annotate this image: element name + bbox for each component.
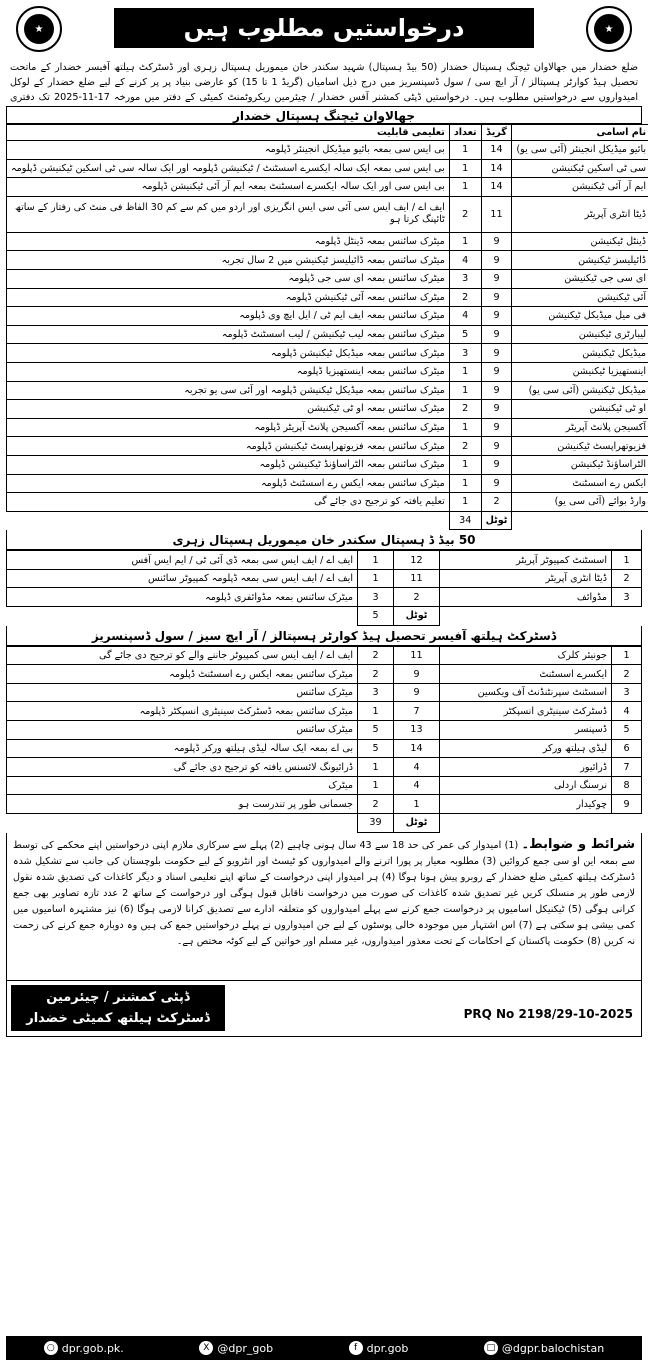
table-zehri-hospital [6, 550, 642, 625]
cell-no: 5 [612, 721, 642, 740]
cell-count: 1 [449, 362, 481, 381]
cell-no: 6 [612, 739, 642, 758]
cell-qualification: میٹرک سائنس بمعہ ای سی جی ڈپلومہ [7, 269, 450, 288]
cell-qualification: میٹرک سائنس بمعہ ایکس رے اسسٹنٹ ڈپلومہ [7, 665, 358, 684]
cell-grade: 14 [481, 141, 512, 160]
prq-number: PRQ No 2198/29-10-2025 [463, 1006, 633, 1021]
cell-post-name: نرسنگ اردلی [440, 776, 612, 795]
cell-count: 5 [449, 325, 481, 344]
cell-post-name: اسسٹنٹ کمپیوٹر آپریٹر [440, 551, 612, 570]
cell-qualification: میٹرک سائنس بمعہ ایف ایم ٹی / ایل ایچ وی ڈپلومہ [7, 307, 450, 326]
globe-icon: ○ [44, 1341, 58, 1355]
cell-qualification: بی اے بمعہ ایک سالہ لیڈی ہیلتھ ورکر ڈپلومہ [7, 739, 358, 758]
cell-qualification: تعلیم یافتہ کو ترجیح دی جائے گی [7, 493, 450, 512]
cell-grade: 11 [481, 196, 512, 232]
cell-post-name: وارڈ بوائے (آئی سی یو) [512, 493, 648, 512]
table-row [7, 159, 648, 178]
cell-grade: 9 [481, 288, 512, 307]
table-row [7, 400, 648, 419]
conditions-text: (1) امیدوار کی عمر کی حد 18 سے 43 سال ہونی چاہیے (2) پہلے سے سرکاری ملازم اپنی درخواستیں اپنے محکمے کی توسط سے بمعہ این او سی جمع کروائیں (3) مطلوبہ معیار پر پورا اترنے والے امیدواروں کو ٹیسٹ اور انٹرویو کے لیے حکومت بلوچستان کی جانب سے تشکیل شدہ ڈسٹرکٹ ہیلتھ کمیٹی ضلع خضدار کے روبرو پیش ہونا ہوگا (4) ہر امیدوار اپنی درخواست کے ساتھ اپنے تعلیمی اسناد و دیگر کاغذات کی تصدیق شدہ نقول لازمی طور پر منسلک کریں غیر تصدیق شدہ کاغذات کی صورت میں درخواست ناقابل قبول ہوگی اور درخواست کے ساتھ 2 عدد تازہ تصاویر بھی جمع کرانی ہوگی (5) ٹیکنیکل اسامیوں پر درخواست جمع کرنے سے پہلے امیدواروں کو متعلقہ ادارے سے تصدیق کرانا لازمی ہوگا (6) نیز مشتہرہ اسامیوں میں کمی بیشی ہو سکتی ہے (7) اس اشتہار میں موجودہ خالی پوسٹوں کے لیے جن امیدواروں نے پہلے درخواستیں جمع کی ہیں وہ دوبارہ جمع کرنے کی زحمت نہ کریں (8) حکومت پاکستان کے احکامات کے تحت معذور امیدواروں، غیر مسلم اور خواتین کے لیے کوٹہ مختص ہے۔ [13, 839, 635, 947]
total-value: 39 [358, 814, 394, 833]
footer-facebook[interactable] [349, 1341, 409, 1355]
table-row [7, 702, 642, 721]
cell-qualification: ایف اے / ایف ایس سی آئی سی ایس انگریزی اور اردو میں کم سے کم 30 الفاظ فی منٹ کی رفتار کے ساتھ ٹائپنگ کرتا ہو [7, 196, 450, 232]
table-row [7, 381, 648, 400]
cell-post-name: آئی ٹیکنیشن [512, 288, 648, 307]
cell-grade: 9 [481, 455, 512, 474]
cell-grade: 7 [394, 702, 440, 721]
total-row [7, 607, 642, 626]
table-row [7, 418, 648, 437]
cell-post-name: میڈیکل ٹیکنیشن (آئی سی یو) [512, 381, 648, 400]
table-row [7, 178, 648, 197]
cell-count: 3 [449, 344, 481, 363]
cell-qualification: میٹرک [7, 776, 358, 795]
section-title-district-health: ڈسٹرکٹ ہیلتھ آفیسر تحصیل ہیڈ کوارٹر ہسپتالز / آر ایچ سیز / سول ڈسپنسریز [6, 626, 642, 646]
cell-post-name: آکسیجن پلانٹ آپریٹر [512, 418, 648, 437]
total-spacer [7, 814, 358, 833]
cell-post-name: ایکسرے اسسٹنٹ [440, 665, 612, 684]
cell-post-name: مڈوائف [440, 588, 612, 607]
table-row [7, 646, 642, 665]
table-district-health [6, 646, 642, 833]
cell-count: 1 [449, 381, 481, 400]
cell-qualification: جسمانی طور پر تندرست ہو [7, 795, 358, 814]
table-row [7, 196, 648, 232]
header-count: تعداد [449, 125, 481, 141]
cell-count: 1 [449, 418, 481, 437]
cell-count: 3 [358, 588, 394, 607]
cell-post-name: چوکیدار [440, 795, 612, 814]
cell-grade: 4 [394, 776, 440, 795]
cell-post-name: ڈرائیور [440, 758, 612, 777]
cell-grade: 9 [481, 400, 512, 419]
total-label: ٹوٹل [394, 607, 440, 626]
cell-count: 1 [449, 232, 481, 251]
cell-grade: 9 [481, 474, 512, 493]
cell-count: 2 [358, 646, 394, 665]
cell-post-name: ڈسپنسر [440, 721, 612, 740]
facebook-icon: f [349, 1341, 363, 1355]
cell-qualification: میٹرک سائنس بمعہ ڈائیلیسز ٹیکنیشن میں 2 سال تجربہ [7, 251, 450, 270]
cell-count: 1 [449, 141, 481, 160]
cell-post-name: اسسٹنٹ سپرنٹنڈنٹ آف ویکسین [440, 683, 612, 702]
cell-grade: 9 [394, 665, 440, 684]
cell-grade: 11 [394, 569, 440, 588]
signature-line-2: ڈسٹرکٹ ہیلتھ کمیٹی خضدار [26, 1010, 210, 1026]
cell-no: 7 [612, 758, 642, 777]
cell-no: 3 [612, 588, 642, 607]
signature-area [6, 981, 642, 1037]
cell-count: 1 [449, 455, 481, 474]
total-value: 5 [358, 607, 394, 626]
table-row [7, 795, 642, 814]
cell-grade: 11 [394, 646, 440, 665]
cell-qualification: بی ایس سی بمعہ بائیو میڈیکل انجینئر ڈپلومہ [7, 141, 450, 160]
table-row [7, 665, 642, 684]
cell-count: 4 [449, 251, 481, 270]
table-row [7, 776, 642, 795]
cell-count: 1 [358, 551, 394, 570]
total-spacer [440, 607, 612, 626]
terms-and-conditions [6, 833, 642, 981]
cell-grade: 2 [394, 588, 440, 607]
cell-grade: 4 [394, 758, 440, 777]
total-value: 34 [449, 511, 481, 530]
total-row [7, 511, 648, 530]
cell-post-name: لیبارٹری ٹیکنیشن [512, 325, 648, 344]
conditions-heading: شرائط و ضوابط۔ [521, 836, 635, 852]
cell-count: 1 [358, 776, 394, 795]
cell-post-name: سی ٹی اسکین ٹیکنیشن [512, 159, 648, 178]
table-row [7, 758, 642, 777]
cell-qualification: میٹرک سائنس بمعہ ایکس رے اسسٹنٹ ڈپلومہ [7, 474, 450, 493]
table-row [7, 325, 648, 344]
cell-grade: 1 [394, 795, 440, 814]
cell-qualification: ڈرائیونگ لائسنس یافتہ کو ترجیح دی جائے گی [7, 758, 358, 777]
cell-post-name: اینستھیزیا ٹیکنیشن [512, 362, 648, 381]
signature-line-1: ڈپٹی کمشنر / چیئرمین [46, 989, 190, 1005]
cell-qualification: میٹرک سائنس بمعہ آئی ٹیکنیشن ڈپلومہ [7, 288, 450, 307]
total-spacer [440, 814, 612, 833]
table-row [7, 362, 648, 381]
cell-grade: 9 [481, 437, 512, 456]
table-row [7, 721, 642, 740]
table-row [7, 232, 648, 251]
website-text: dpr.gob.pk. [61, 1341, 124, 1355]
cell-post-name: ڈیٹا انٹری آپریٹر [440, 569, 612, 588]
total-label: ٹوٹل [394, 814, 440, 833]
table-row [7, 141, 648, 160]
cell-post-name: بائیو میڈیکل انجینئر (آئی سی یو) [512, 141, 648, 160]
cell-no: 2 [612, 569, 642, 588]
footer-bar [6, 1336, 642, 1360]
cell-grade: 9 [481, 418, 512, 437]
cell-grade: 9 [481, 381, 512, 400]
cell-post-name: ای سی جی ٹیکنیشن [512, 269, 648, 288]
table-row [7, 569, 642, 588]
cell-count: 1 [449, 474, 481, 493]
footer-website[interactable] [44, 1341, 124, 1355]
cell-post-name: میڈیکل ٹیکنیشن [512, 344, 648, 363]
cell-count: 3 [358, 683, 394, 702]
page-title: درخواستیں مطلوب ہیں [114, 8, 534, 48]
cell-qualification: میٹرک سائنس بمعہ ڈسٹرکٹ سینیٹری انسپکٹر ڈپلومہ [7, 702, 358, 721]
header-qualification: تعلیمی قابلیت [7, 125, 450, 141]
cell-post-name: لیڈی ہیلتھ ورکر [440, 739, 612, 758]
table-row [7, 437, 648, 456]
cell-qualification: ایف اے / ایف ایس سی بمعہ ڈی آئی ٹی / ایم ایس آفس [7, 551, 358, 570]
cell-qualification: میٹرک سائنس بمعہ لیب ٹیکنیشن / لیب اسسٹنٹ ڈپلومہ [7, 325, 450, 344]
cell-post-name: فزیوتھراپسٹ ٹیکنیشن [512, 437, 648, 456]
cell-grade: 9 [481, 251, 512, 270]
cell-qualification: میٹرک سائنس بمعہ میڈیکل ٹیکنیشن ڈپلومہ اور آئی سی یو تجربہ [7, 381, 450, 400]
cell-count: 2 [449, 288, 481, 307]
table-row [7, 739, 642, 758]
section-title-zehri-hospital: 50 بیڈ ڈ ہسپتال سکندر خان میموریل ہسپتال زہری [6, 530, 642, 550]
cell-count: 1 [358, 569, 394, 588]
total-row [7, 814, 642, 833]
cell-qualification: میٹرک سائنس بمعہ ڈینٹل ڈپلومہ [7, 232, 450, 251]
table-row [7, 307, 648, 326]
cell-post-name: ڈیٹا انٹری آپریٹر [512, 196, 648, 232]
signature-box [11, 985, 225, 1031]
total-label: ٹوٹل [481, 511, 512, 530]
cell-post-name: فی میل میڈیکل ٹیکنیشن [512, 307, 648, 326]
intro-paragraph: ضلع خضدار میں جھالاوان ٹیچنگ ہسپتال خضدار (50 بیڈ ہسپتال) شہید سکندر خان میموریل ہسپتال زہری اور ڈسٹرکٹ ہیلتھ آفیسر خضدار کے ماتحت تحصیل ہیڈ کوارٹر ہسپتالز / آر ایچ سی / سول ڈسپنسریز میں درج ذیل اسامیاں (گریڈ 1 تا 15) کو عارضی بنیاد پر پر کرنے کے لیے ضلع خضدار کے لوکل امیدواروں سے درخواستیں مطلوب ہیں۔ درخواستیں ڈپٹی کمشنر آفس خضدار / چیئرمین ریکروٹمنٹ کمیٹی کے دفتر میں مورخہ 17-11-2025 تک دفتری [10, 62, 638, 103]
total-spacer [612, 814, 642, 833]
cell-no: 9 [612, 795, 642, 814]
cell-no: 1 [612, 646, 642, 665]
total-spacer [512, 511, 648, 530]
cell-count: 1 [449, 493, 481, 512]
cell-grade: 12 [394, 551, 440, 570]
cell-grade: 9 [481, 325, 512, 344]
cell-qualification: ایف اے / ایف ایس سی کمپیوٹر جاننے والے کو ترجیح دی جائے گی [7, 646, 358, 665]
header-name: نام اسامی [512, 125, 648, 141]
cell-count: 2 [449, 196, 481, 232]
cell-post-name: الٹراساؤنڈ ٹیکنیشن [512, 455, 648, 474]
table-row [7, 474, 648, 493]
cell-grade: 14 [481, 178, 512, 197]
cell-count: 1 [449, 178, 481, 197]
cell-post-name: ڈینٹل ٹیکنیشن [512, 232, 648, 251]
table-row [7, 588, 642, 607]
cell-no: 1 [612, 551, 642, 570]
twitter-text: @dpr_gob [217, 1341, 274, 1355]
cell-count: 1 [358, 702, 394, 721]
instagram-text: @dgpr.balochistan [501, 1341, 605, 1355]
table-row [7, 493, 648, 512]
cell-qualification: میٹرک سائنس بمعہ فزیوتھراپسٹ ٹیکنیشن ڈپلومہ [7, 437, 450, 456]
header [6, 4, 642, 54]
government-logo-left [16, 6, 62, 52]
cell-count: 3 [449, 269, 481, 288]
table-teaching-hospital [6, 124, 648, 530]
cell-count: 1 [358, 758, 394, 777]
emblem-icon: ★ [594, 14, 624, 44]
table-header-row [7, 125, 648, 141]
cell-grade: 9 [481, 362, 512, 381]
cell-no: 2 [612, 665, 642, 684]
table-row [7, 683, 642, 702]
table-row [7, 251, 648, 270]
cell-grade: 9 [481, 269, 512, 288]
cell-qualification: میٹرک سائنس بمعہ الٹراساؤنڈ ٹیکنیشن ڈپلومہ [7, 455, 450, 474]
cell-qualification: بی ایس سی بمعہ ایک سالہ ایکسرے اسسٹنٹ / ٹیکنیشن ڈپلومہ اور ایک سالہ سی ٹی اسکین ٹیکنیشن ڈپلومہ [7, 159, 450, 178]
footer-twitter[interactable] [199, 1341, 273, 1355]
emblem-icon: ★ [24, 14, 54, 44]
cell-post-name: ڈسٹرکٹ سینیٹری انسپکٹر [440, 702, 612, 721]
cell-grade: 9 [481, 307, 512, 326]
cell-qualification: میٹرک سائنس بمعہ آکسیجن پلانٹ آپریٹر ڈپلومہ [7, 418, 450, 437]
table-row [7, 344, 648, 363]
instagram-icon: □ [484, 1341, 498, 1355]
cell-post-name: ڈائیلیسز ٹیکنیشن [512, 251, 648, 270]
cell-count: 5 [358, 739, 394, 758]
cell-no: 8 [612, 776, 642, 795]
cell-post-name: او ٹی ٹیکنیشن [512, 400, 648, 419]
cell-grade: 9 [481, 232, 512, 251]
twitter-icon: X [199, 1341, 213, 1355]
section-title-teaching-hospital: جھالاوان ٹیچنگ ہسپتال خضدار [6, 106, 642, 124]
cell-qualification: میٹرک سائنس بمعہ مڈوائفری ڈپلومہ [7, 588, 358, 607]
cell-qualification: بی ایس سی اور ایک سالہ ایکسرے اسسٹنٹ بمعہ ایم آر آئی ٹیکنیشن ڈپلومہ [7, 178, 450, 197]
cell-grade: 14 [481, 159, 512, 178]
cell-grade: 13 [394, 721, 440, 740]
cell-grade: 9 [481, 344, 512, 363]
cell-count: 2 [358, 795, 394, 814]
cell-count: 1 [449, 159, 481, 178]
table-row [7, 288, 648, 307]
total-spacer [612, 607, 642, 626]
cell-post-name: ایم آر آئی ٹیکنیشن [512, 178, 648, 197]
total-spacer [7, 607, 358, 626]
cell-grade: 2 [481, 493, 512, 512]
header-grade: گریڈ [481, 125, 512, 141]
cell-qualification: میٹرک سائنس بمعہ او ٹی ٹیکنیشن [7, 400, 450, 419]
cell-grade: 14 [394, 739, 440, 758]
table-row [7, 269, 648, 288]
cell-qualification: ایف اے / ایف ایس سی بمعہ ڈپلومہ کمپیوٹر سائنس [7, 569, 358, 588]
cell-count: 4 [449, 307, 481, 326]
cell-grade: 9 [394, 683, 440, 702]
cell-count: 2 [358, 665, 394, 684]
facebook-text: dpr.gob [366, 1341, 409, 1355]
cell-post-name: جونیئر کلرک [440, 646, 612, 665]
cell-qualification: میٹرک سائنس بمعہ اینستھیزیا ڈپلومہ [7, 362, 450, 381]
cell-qualification: میٹرک سائنس [7, 683, 358, 702]
cell-post-name: ایکس رے اسسٹنٹ [512, 474, 648, 493]
cell-no: 4 [612, 702, 642, 721]
cell-no: 3 [612, 683, 642, 702]
table-row [7, 455, 648, 474]
footer-instagram[interactable] [484, 1341, 604, 1355]
cell-count: 5 [358, 721, 394, 740]
cell-count: 2 [449, 437, 481, 456]
cell-qualification: میٹرک سائنس [7, 721, 358, 740]
cell-qualification: میٹرک سائنس بمعہ میڈیکل ٹیکنیشن ڈپلومہ [7, 344, 450, 363]
government-logo-right [586, 6, 632, 52]
cell-count: 2 [449, 400, 481, 419]
total-spacer [7, 511, 450, 530]
table-row [7, 551, 642, 570]
